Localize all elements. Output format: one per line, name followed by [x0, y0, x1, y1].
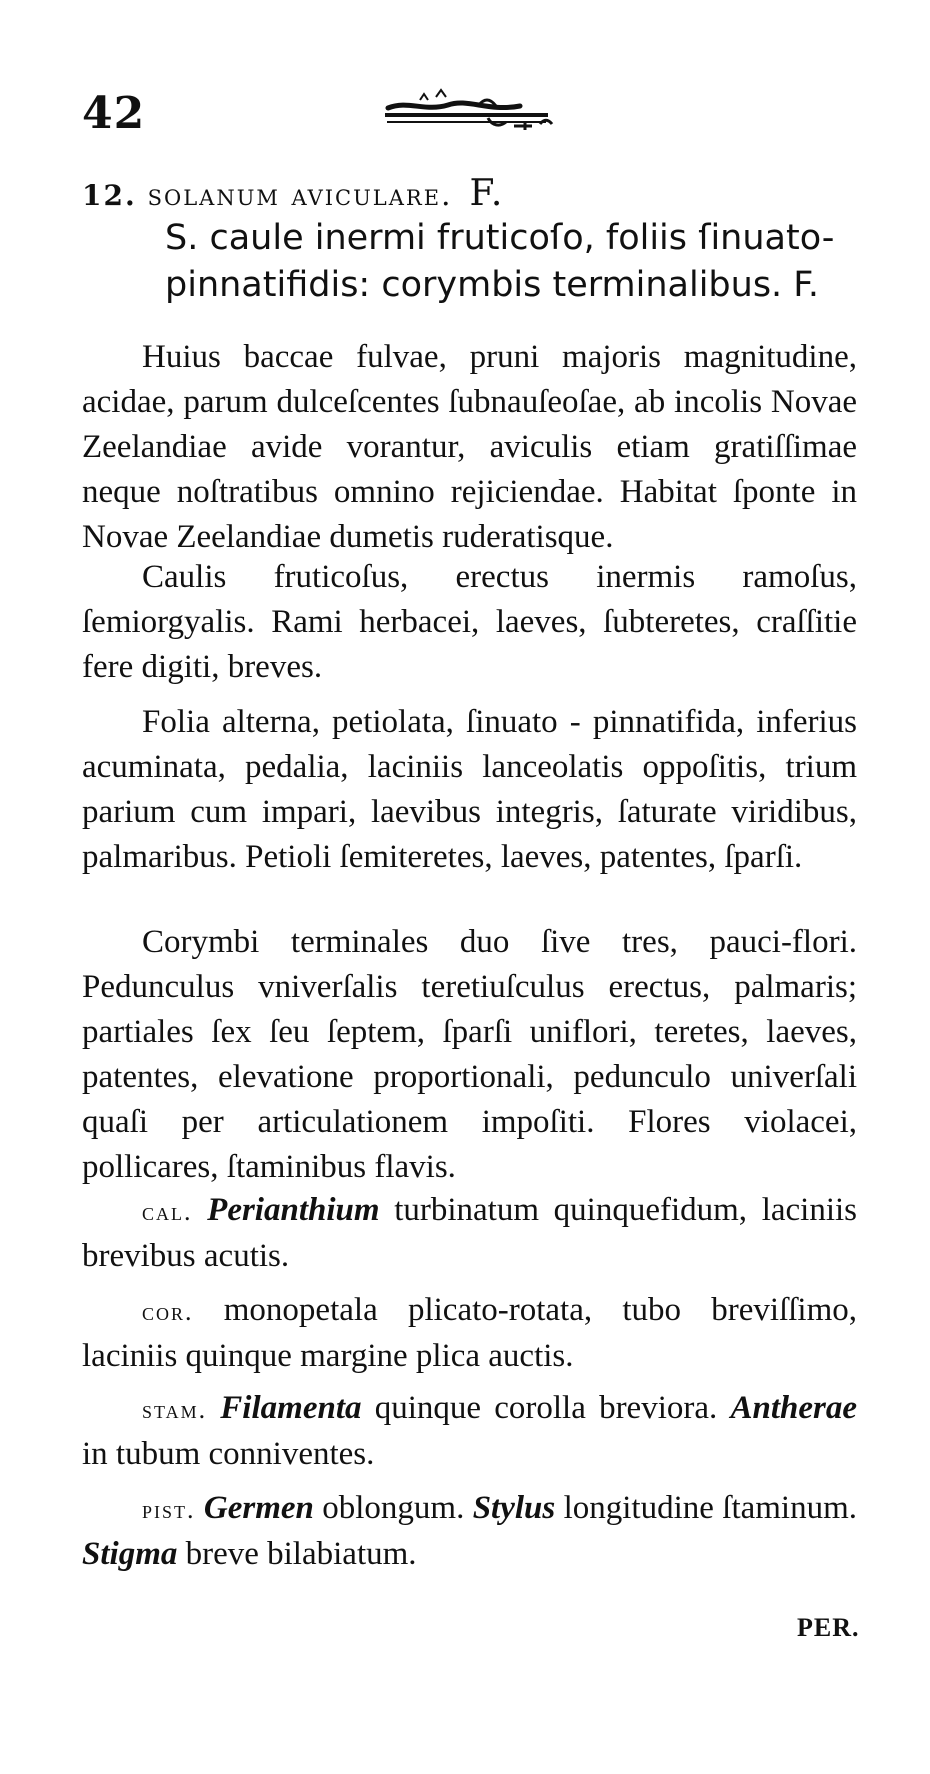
- anther-term: Antherae: [730, 1390, 858, 1426]
- inflorescence-paragraph: Corymbi terminales duo ſive tres, pauci-flori. Pedunculus vniverſalis teretiuſculus erectus, palmaris; partiales ſex ſeu ſeptem, ſparſi uniflori, teretes, laeves, patentes, elevatione proportionali, pedunculo univerſali quaſi per articulationem impoſiti. Flores violacei, pollicares, ſtaminibus flavis.: [82, 924, 857, 1185]
- corolla-description: monopetala plicato-rotata, tubo breviſſimo, laciniis quinque margine plica auctis.: [82, 1292, 857, 1374]
- page-number: 42: [82, 88, 146, 139]
- corolla-label: cor.: [142, 1297, 194, 1326]
- anther-description: in tubum conniventes.: [82, 1436, 375, 1472]
- calyx-paragraph: [82, 1188, 857, 1279]
- species-sigla: F.: [469, 173, 505, 214]
- stem-paragraph: Caulis fruticoſus, erectus inermis ramoſus, ſemiorgyalis. Rami herbacei, laeves, ſubteretes, craſſitie fere digiti, breves.: [82, 559, 857, 685]
- calyx-label: cal.: [142, 1197, 193, 1226]
- calyx-description: turbinatum quinquefidum, laciniis brevibus acutis.: [82, 1192, 858, 1274]
- germen-term: Germen: [203, 1490, 314, 1526]
- stamen-label: stam.: [142, 1395, 208, 1424]
- stigma-term: Stigma: [82, 1536, 178, 1572]
- catchword: PER.: [797, 1613, 860, 1642]
- species-heading: [82, 172, 504, 215]
- species-diagnosis: S. caule inermi fruticoſo, foliis ſinuato-pinnatifidis: corymbis terminalibus. F.: [165, 218, 835, 305]
- pistil-paragraph: [82, 1486, 857, 1577]
- filament-term: Filamenta: [220, 1390, 362, 1426]
- pistil-label: pist.: [142, 1495, 196, 1524]
- stigma-description: breve bilabiatum.: [185, 1536, 417, 1572]
- germen-description: oblongum.: [322, 1490, 465, 1526]
- style-description: longitudine ſtaminum.: [563, 1490, 858, 1526]
- species-name: solanum aviculare.: [147, 178, 453, 213]
- habitat-paragraph: Huius baccae fulvae, pruni majoris magnitudine, acidae, parum dulceſcentes ſubnauſeoſae, ab incolis Novae Zeelandiae avide vorantur, aviculis etiam gratiſſimae neque noſtratibus omnino rejiciendae. Habitat ſponte in Novae Zeelandiae dumetis ruderatisque.: [82, 339, 857, 555]
- decorative-headpiece-ornament-icon: [380, 88, 555, 133]
- filament-description: quinque corolla breviora.: [374, 1390, 718, 1426]
- calyx-term: Perianthium: [207, 1192, 380, 1228]
- stamen-paragraph: [82, 1386, 857, 1477]
- species-number: 12.: [82, 179, 137, 212]
- leaves-paragraph: Folia alterna, petiolata, ſinuato - pinnatifida, inferius acuminata, pedalia, laciniis lanceolatis oppoſitis, trium parium cum impari, laevibus integris, ſaturate viridibus, palmaribus. Petioli ſemiteretes, laeves, patentes, ſparſi.: [82, 704, 857, 875]
- corolla-paragraph: [82, 1288, 857, 1379]
- style-term: Stylus: [472, 1490, 556, 1526]
